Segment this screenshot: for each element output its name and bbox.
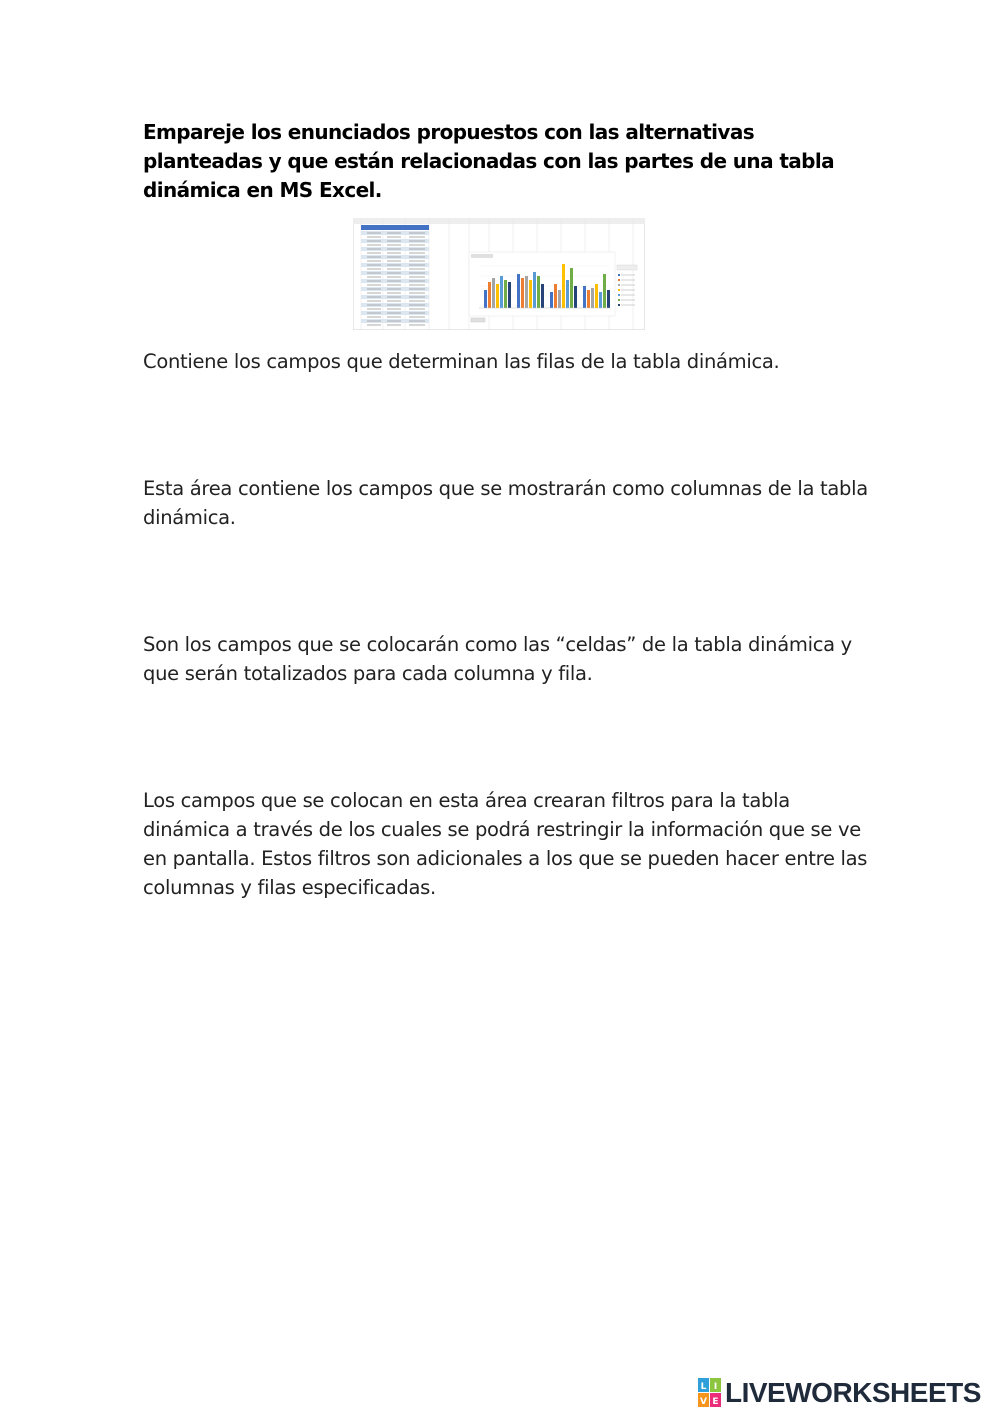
svg-text:I: I [713, 1382, 718, 1392]
svg-text:E: E [712, 1397, 719, 1407]
statement-values: Son los campos que se colocarán como las “celdas” de la tabla dinámica y que serán totalizados para cada columna y fila. [143, 633, 852, 685]
statement-rows: Contiene los campos que determinan las filas de la tabla dinámica. [143, 350, 780, 373]
excel-pivot-screenshot [353, 218, 645, 330]
svg-text:L: L [700, 1382, 707, 1392]
svg-text:V: V [700, 1397, 707, 1407]
statement-columns: Esta área contiene los campos que se mostrarán como columnas de la tabla dinámica. [143, 477, 868, 529]
liveworksheets-logo[interactable] [698, 1376, 981, 1410]
statement-filters: Los campos que se colocan en esta área crearan filtros para la tabla dinámica a través de los cuales se podrá restringir la información que se ve en pantalla. Estos filtros son adicionales a los que se pueden hacer entre las columnas y filas especificadas. [143, 789, 868, 899]
instructions-title: Empareje los enunciados propuestos con las alternativas planteadas y que están relacionadas con las partes de una tabla dinámica en MS Excel. [143, 120, 835, 202]
liveworksheets-mark-icon [698, 1378, 722, 1408]
logo-text: LIVEWORKSHEETS [725, 1377, 981, 1408]
